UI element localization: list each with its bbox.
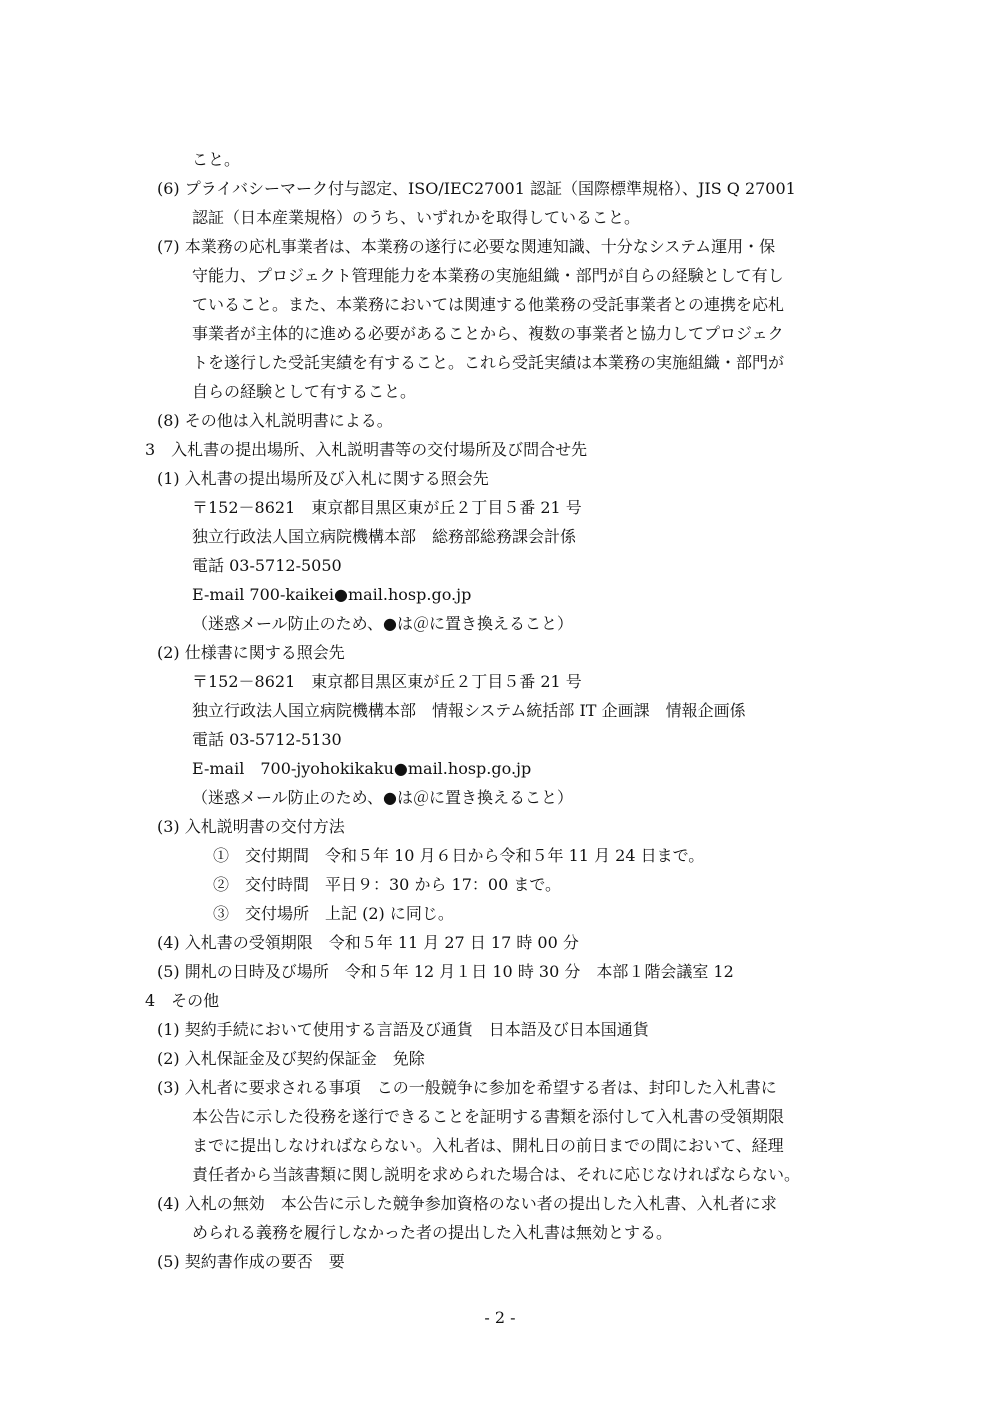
email: E-mail 700-kaikei●mail.hosp.go.jp (192, 585, 472, 604)
text-line: までに提出しなければならない。入札者は、開札日の前日までの間において、経理 (192, 1136, 784, 1155)
text-line: められる義務を履行しなかった者の提出した入札書は無効とする。 (192, 1223, 673, 1242)
list-item-3-4: (4) 入札書の受領期限 令和５年 11 月 27 日 17 時 00 分 (157, 933, 579, 952)
email-note: （迷惑メール防止のため、●は＠に置き換えること） (192, 614, 574, 633)
text-line: 守能力、プロジェクト管理能力を本業務の実施組織・部門が自らの経験として有し (192, 266, 784, 285)
text-line: 本公告に示した役務を遂行できることを証明する書類を添付して入札書の受領期限 (192, 1107, 785, 1126)
section-heading-4: 4 その他 (145, 991, 220, 1010)
organization: 独立行政法人国立病院機構本部 情報システム統括部 IT 企画課 情報企画係 (192, 701, 746, 720)
list-item-4-4: (4) 入札の無効 本公告に示した競争参加資格のない者の提出した入札書、入札者に求 (157, 1194, 777, 1213)
email-note: （迷惑メール防止のため、●は＠に置き換えること） (192, 788, 574, 807)
organization: 独立行政法人国立病院機構本部 総務部総務課会計係 (192, 527, 577, 546)
text-line: 認証（日本産業規格）のうち、いずれかを取得していること。 (192, 208, 641, 227)
postal-address: 〒152－8621 東京都目黒区東が丘２丁目５番 21 号 (192, 672, 582, 691)
sub-item-3: ③ 交付場所 上記 (2) に同じ。 (213, 904, 454, 923)
list-item-4-2: (2) 入札保証金及び契約保証金 免除 (157, 1049, 425, 1068)
page-number: - 2 - (484, 1308, 516, 1327)
list-item-4-1: (1) 契約手続において使用する言語及び通貨 日本語及び日本国通貨 (157, 1020, 649, 1039)
list-item-8: (8) その他は入札説明書による。 (157, 411, 393, 430)
text-line: トを遂行した受託実績を有すること。これら受託実績は本業務の実施組織・部門が (192, 353, 785, 372)
sub-item-2: ② 交付時間 平日９：30 から 17：00 まで。 (213, 875, 562, 894)
section-heading-3: 3 入札書の提出場所、入札説明書等の交付場所及び問合せ先 (145, 440, 588, 459)
list-item-3-3: (3) 入札説明書の交付方法 (157, 817, 345, 836)
list-item-3-1: (1) 入札書の提出場所及び入札に関する照会先 (157, 469, 489, 488)
list-item-4-3: (3) 入札者に要求される事項 この一般競争に参加を希望する者は、封印した入札書に (157, 1078, 777, 1097)
text-line: 責任者から当該書類に関し説明を求められた場合は、それに応じなければならない。 (192, 1165, 801, 1184)
postal-address: 〒152－8621 東京都目黒区東が丘２丁目５番 21 号 (192, 498, 582, 517)
list-item-4-5: (5) 契約書作成の要否 要 (157, 1252, 345, 1271)
list-item-6: (6) プライバシーマーク付与認定、ISO/IEC27001 認証（国際標準規格）、JIS Q 27001 (157, 179, 796, 198)
text-line: こと。 (192, 150, 241, 169)
email: E-mail 700-jyohokikaku●mail.hosp.go.jp (192, 759, 532, 778)
text-line: 事業者が主体的に進める必要があることから、複数の事業者と協力してプロジェク (192, 324, 784, 343)
text-line: ていること。また、本業務においては関連する他業務の受託事業者との連携を応札 (192, 295, 785, 314)
list-item-7: (7) 本業務の応札事業者は、本業務の遂行に必要な関連知識、十分なシステム運用・保 (157, 237, 776, 256)
sub-item-1: ① 交付期間 令和５年 10 月６日から令和５年 11 月 24 日まで。 (213, 846, 705, 865)
phone: 電話 03-5712-5130 (192, 730, 342, 749)
list-item-3-5: (5) 開札の日時及び場所 令和５年 12 月１日 10 時 30 分 本部１階会議室 12 (157, 962, 734, 981)
text-line: 自らの経験として有すること。 (192, 382, 417, 401)
phone: 電話 03-5712-5050 (192, 556, 342, 575)
list-item-3-2: (2) 仕様書に関する照会先 (157, 643, 345, 662)
